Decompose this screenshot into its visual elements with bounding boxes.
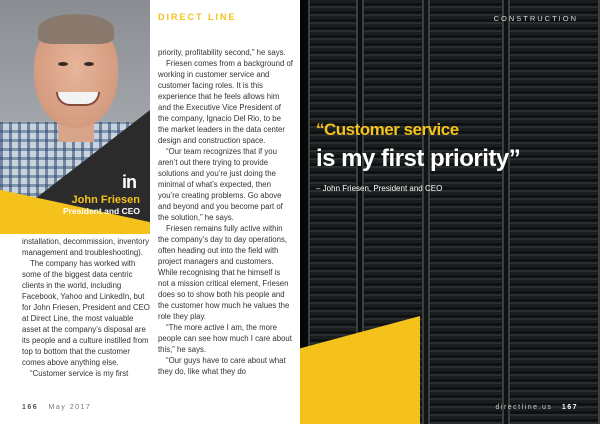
folio-right bbox=[496, 404, 579, 411]
section-label-direct-line: DIRECT LINE bbox=[158, 12, 237, 22]
paragraph: “Customer service is my first bbox=[30, 369, 129, 378]
paragraph: “Our team recognizes that if you aren’t out there trying to provide solutions and you’re just doing the minimal of what’s expected, then you’re creating problems. Go above and beyond and you become part of the solution,” he says. bbox=[158, 147, 283, 222]
page-number-left: 166 bbox=[22, 404, 39, 411]
website-url[interactable]: directline.us bbox=[495, 404, 553, 411]
photo-hair bbox=[38, 14, 114, 44]
photo-eye-left bbox=[58, 62, 68, 66]
server-rack bbox=[428, 0, 504, 424]
body-column-middle bbox=[158, 47, 293, 377]
page-number-right: 167 bbox=[561, 404, 578, 411]
body-column-left bbox=[22, 236, 150, 379]
linkedin-icon[interactable]: in bbox=[122, 172, 136, 192]
paragraph: “The more active I am, the more people can see how much I care about this,” he says. bbox=[158, 323, 292, 354]
person-name: John Friesen bbox=[71, 194, 140, 206]
right-page bbox=[300, 0, 600, 424]
pull-quote-line-2: is my first priority” bbox=[316, 145, 521, 172]
paragraph: installation, decommission, inventory management and troubleshooting). bbox=[22, 237, 149, 257]
issue-date: May 2017 bbox=[48, 404, 92, 411]
paragraph: Friesen comes from a background of working in customer service and customer facing roles. It is this experience that he feels allows him and the Executive Vice President of the company, Ignacio Del Rio, to be the market leaders in the data center design and construction space. bbox=[158, 59, 293, 145]
pull-quote-attribution: – John Friesen, President and CEO bbox=[316, 184, 443, 193]
paragraph: “Our guys have to care about what they do, like what they do bbox=[158, 356, 286, 376]
section-label-construction: CONSTRUCTION bbox=[493, 14, 578, 23]
paragraph: Friesen remains fully active within the company’s day to day operations, often heading out into the field with project managers and customers. While recognising that he himself is not a mission critical element, Friesen does so to show both his people and the customer how much he values the role they play. bbox=[158, 224, 290, 321]
server-rack bbox=[508, 0, 600, 424]
person-title: President and CEO bbox=[63, 206, 140, 216]
pull-quote-line-1: “Customer service bbox=[316, 120, 459, 139]
folio-left bbox=[22, 404, 91, 411]
paragraph: The company has worked with some of the biggest data centric clients in the world, including Facebook, Yahoo and LinkedIn, but for John Friesen, President and CEO at Direct Line, the most valuable asset at the company’s disposal are its people and a culture instilled from top to bottom that the customer comes above anything else. bbox=[22, 259, 150, 367]
paragraph: priority, profitability second,” he says. bbox=[158, 48, 286, 57]
photo-eye-right bbox=[84, 62, 94, 66]
